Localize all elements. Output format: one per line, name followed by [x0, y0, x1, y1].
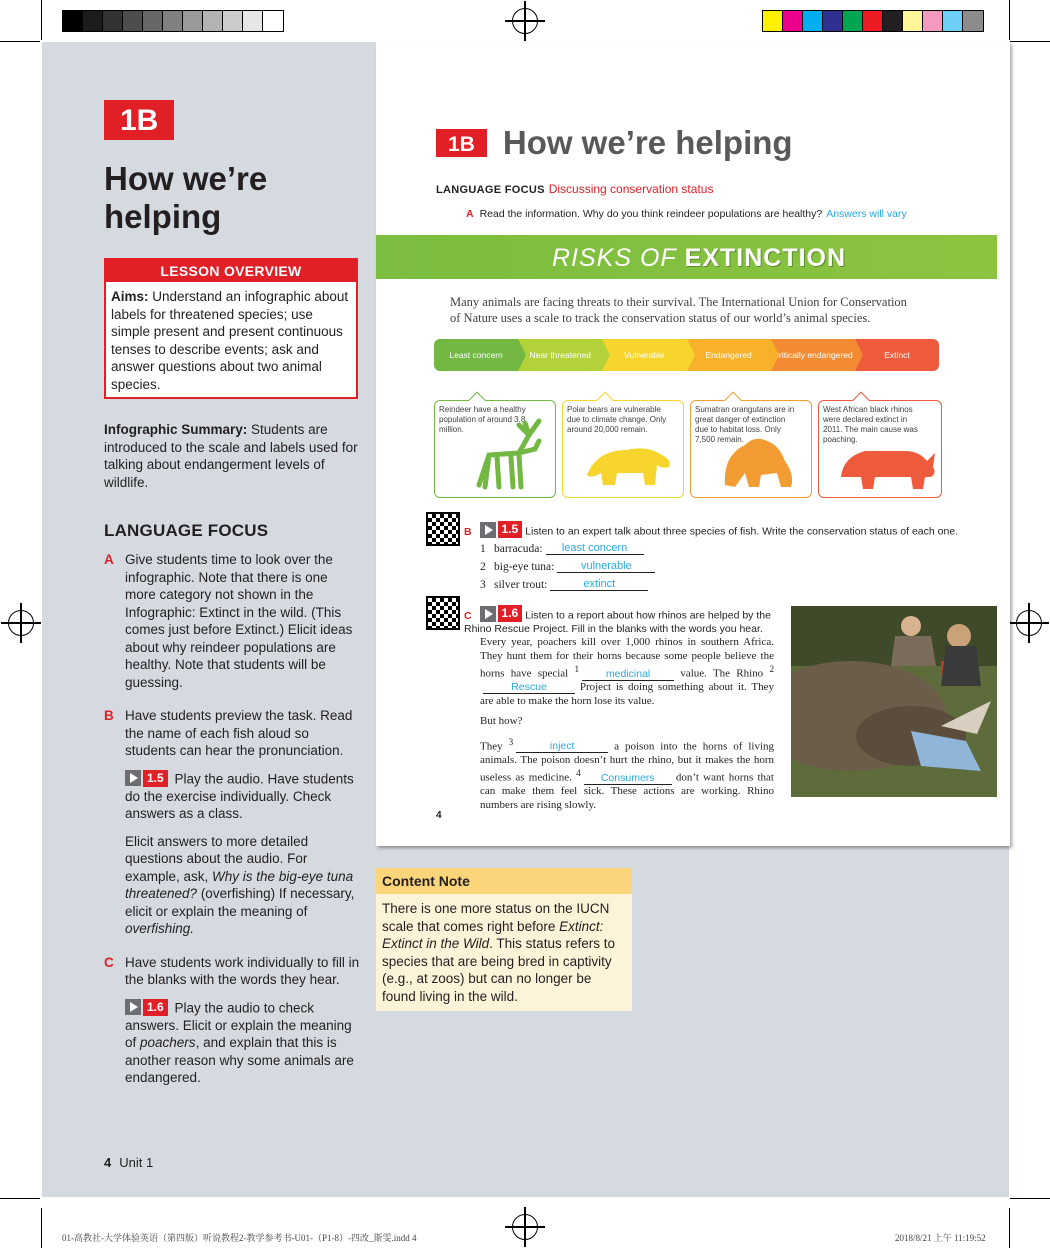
scale-segment: Endangered	[687, 339, 771, 371]
crop-mark	[0, 1198, 40, 1199]
fish-list	[480, 537, 655, 591]
crop-mark	[0, 41, 40, 42]
question-a: A Read the information. Why do you think reindeer populations are healthy? Answers will vary	[466, 208, 907, 220]
color-swatch	[223, 11, 243, 31]
color-swatch	[163, 11, 183, 31]
color-swatch-bar	[762, 10, 984, 32]
color-swatch	[83, 11, 103, 31]
color-swatch	[103, 11, 123, 31]
page-title: How we’re helping	[502, 124, 793, 161]
fish-name: barracuda:	[494, 543, 543, 555]
color-swatch	[883, 11, 903, 31]
qr-code-icon[interactable]	[426, 596, 460, 630]
species-card	[690, 400, 812, 498]
fish-number: 3	[480, 579, 486, 591]
lesson-overview-box	[104, 258, 358, 399]
content-note	[376, 868, 632, 1011]
species-card-text: West African black rhinos were declared extinct in 2011. The main cause was poaching.	[823, 405, 918, 444]
color-swatch	[823, 11, 843, 31]
color-swatch	[203, 11, 223, 31]
infographic-summary: Infographic Summary: Students are introduced to the scale and labels used for talking about endangerment levels of wildlife.	[104, 422, 358, 490]
page-number: 4	[436, 810, 442, 821]
animal-silhouette-icon	[705, 415, 809, 495]
answer-blank: extinct	[550, 578, 648, 591]
story-paragraph: They $^3$ inject a poison into the horns of living animals. The poison doesn’t hurt the rhino, but it makes the horn useless as medicine. $^4$ Consumers don’t want horns that can make them feel sick. These actions are working. Rhino numbers are rising slowly.	[480, 736, 774, 811]
answer-blank: inject	[516, 740, 608, 753]
audio-play-icon[interactable]: 1.6	[480, 605, 523, 622]
teacher-step-b-audio: 1.5 Play the audio. Have students do the exercise individually. Check answers as a class.	[125, 770, 354, 821]
print-slug-filename: 01-高教社-大学体验英语（第四版）听说教程2-教学参考书-U01-（P1-8）-四改_斯雯.indd 4	[62, 1233, 417, 1243]
fish-item	[480, 573, 655, 591]
registration-mark-icon	[8, 610, 34, 636]
color-swatch	[923, 11, 943, 31]
answer-blank: least concern	[546, 542, 644, 555]
animal-silhouette-icon	[449, 415, 553, 495]
color-swatch	[943, 11, 963, 31]
species-card-text: Reindeer have a healthy population of around 3.8 million.	[439, 405, 526, 434]
registration-mark-icon	[512, 8, 538, 34]
species-card	[562, 400, 684, 498]
teacher-footer: 4 Unit 1	[104, 1155, 154, 1170]
crop-mark	[41, 1208, 42, 1248]
species-cards	[434, 400, 942, 498]
story-paragraph: But how?	[480, 715, 523, 728]
registration-mark-icon	[512, 1214, 538, 1240]
infographic-title: RISKS OF EXTINCTION	[552, 244, 847, 272]
qr-code-icon[interactable]	[426, 512, 460, 546]
student-page-header	[436, 124, 793, 162]
content-note-body: There is one more status on the IUCN scale that comes right before Extinct: Extinct in the Wild. This status refers to species that are being bred in captivity (e.g., at zoos) but can no longer be found living in the wild.	[382, 901, 615, 1004]
lesson-aims: Aims: Understand an infographic about labels for threatened species; use simple present and present continuous tenses to describe events; ask and answer questions about two animal species.	[111, 289, 349, 392]
conservation-scale	[434, 339, 939, 371]
teacher-notes	[104, 100, 360, 1087]
fish-number: 1	[480, 543, 486, 555]
lesson-overview-heading: LESSON OVERVIEW	[106, 260, 356, 282]
fish-name: big-eye tuna:	[494, 561, 555, 573]
audio-play-icon[interactable]: 1.5	[125, 770, 168, 787]
scale-segment: Least concern	[434, 339, 518, 371]
crop-mark	[1009, 0, 1010, 40]
teacher-step-c-audio: 1.6 Play the audio to check answers. Elicit or explain the meaning of poachers, and explain that this is another reason why some animals are endangered.	[125, 999, 354, 1085]
registration-mark-icon	[1016, 610, 1042, 636]
content-note-heading: Content Note	[376, 868, 632, 894]
teacher-step-c: C Have students work individually to fill in the blanks with the words they hear.	[104, 954, 360, 987]
crop-mark	[1010, 1198, 1050, 1199]
species-card-text: Polar bears are vulnerable due to climate change. Only around 20,000 remain.	[567, 405, 667, 434]
lesson-title: How we’re helping	[104, 160, 268, 235]
color-swatch	[863, 11, 883, 31]
lesson-badge: 1B	[104, 100, 174, 140]
teacher-step-b: B Have students preview the task. Read the name of each fish aloud so students can hear the pronunciation.	[104, 708, 353, 758]
rhino-photo	[791, 606, 997, 797]
teacher-step-a: A Give students time to look over the infographic. Note that there is one more category not shown in the Infographic: Extinct in the wild. (This comes just before Extinct.) Elicit ideas about why reindeer populations are healthy. Note that students will be guessing.	[104, 552, 353, 690]
color-swatch	[143, 11, 163, 31]
color-swatch	[903, 11, 923, 31]
answer-blank: Consumers	[584, 772, 672, 785]
audio-play-icon[interactable]: 1.5	[480, 521, 523, 538]
student-page	[376, 42, 1010, 846]
color-swatch	[183, 11, 203, 31]
color-swatch	[243, 11, 263, 31]
fish-item	[480, 555, 655, 573]
lesson-badge: 1B	[436, 129, 487, 157]
language-focus-line: LANGUAGE FOCUS Discussing conservation status	[436, 182, 714, 196]
animal-silhouette-icon	[577, 415, 681, 495]
answer-blank: vulnerable	[557, 560, 655, 573]
scale-segment: Critically endangered	[771, 339, 855, 371]
answer-blank: medicinal	[582, 668, 674, 681]
color-swatch	[763, 11, 783, 31]
answer-blank: Rescue	[483, 681, 575, 694]
fish-number: 2	[480, 561, 486, 573]
language-focus-heading: LANGUAGE FOCUS	[104, 521, 269, 540]
scale-segment: Near threatened	[518, 339, 602, 371]
answer-text: Answers will vary	[826, 208, 907, 220]
color-swatch	[123, 11, 143, 31]
species-card-text: Sumatran orangutans are in great danger of extinction due to habitat loss. Only 7,500 remain.	[695, 405, 795, 444]
fish-item	[480, 537, 655, 555]
species-card	[818, 400, 942, 498]
scale-segment: Extinct	[855, 339, 939, 371]
color-swatch	[63, 11, 83, 31]
grey-swatch-bar	[62, 10, 284, 32]
print-slug-timestamp: 2018/8/21 上午 11:19:52	[895, 1233, 986, 1243]
color-swatch	[263, 11, 283, 31]
color-swatch	[803, 11, 823, 31]
rhino-story	[480, 636, 774, 819]
question-c: C 1.6 Listen to a report about how rhinos are helped by the Rhino Rescue Project. Fill in the blanks with the words you hear.	[464, 606, 771, 635]
species-card	[434, 400, 556, 498]
color-swatch	[783, 11, 803, 31]
question-b: B 1.5 Listen to an expert talk about three species of fish. Write the conservation status of each one.	[464, 522, 959, 538]
teacher-step-b-elicit: Elicit answers to more detailed questions about the audio. For example, ask, Why is the big-eye tuna threatened? (overfishing) If necessary, elicit or explain the meaning of overfishing.	[125, 833, 355, 936]
crop-mark	[1010, 41, 1050, 42]
crop-mark	[41, 0, 42, 40]
scale-segment: Vulnerable	[602, 339, 686, 371]
audio-play-icon[interactable]: 1.6	[125, 999, 168, 1016]
story-paragraph: Every year, poachers kill over 1,000 rhinos in southern Africa. They hunt them for their horns because some people believe the horns have special $^1$ medicinal value. The Rhino $^2$Rescue Project is doing something about it. They are able to make the horn lose its value.	[480, 636, 775, 707]
infographic-intro: Many animals are facing threats to their survival. The International Union for Conservation of Nature uses a scale to track the conservation status of our world’s animal species.	[450, 295, 907, 325]
color-swatch	[843, 11, 863, 31]
fish-name: silver trout:	[494, 579, 548, 591]
animal-silhouette-icon	[835, 415, 939, 495]
crop-mark	[1009, 1208, 1010, 1248]
color-swatch	[963, 11, 983, 31]
